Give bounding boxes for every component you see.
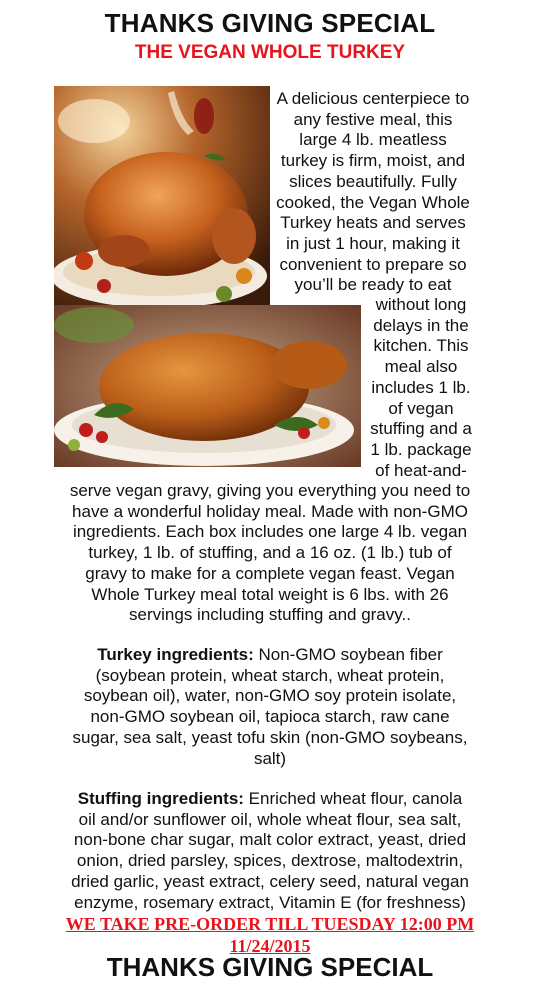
turkey-ingredients-first-line	[20, 645, 520, 666]
description-line: Turkey heats and serves	[280, 213, 466, 233]
description-line: turkey is firm, moist, and	[280, 151, 466, 171]
preorder-date: 11/24/2015	[229, 936, 311, 956]
stuffing-ingredients-label: Stuffing ingredients:	[77, 789, 244, 808]
ingredients-line: onion, dried parsley, spices, dextrose, maltodextrin,	[76, 851, 464, 871]
ingredients-line: non-GMO soybean oil, tapioca starch, raw cane	[90, 707, 450, 727]
description-line: ingredients. Each box includes one large 4 lb. vegan	[72, 522, 468, 542]
description-line: without long	[375, 295, 467, 314]
description-line: gravy to make for a complete vegan feast. Vegan	[85, 563, 455, 583]
description-line: Whole Turkey meal total weight is 6 lbs. with 26	[91, 584, 449, 604]
stuffing-ingredients-first-line	[20, 789, 520, 810]
turkey-ingredients	[20, 645, 520, 769]
description-line: cooked, the Vegan Whole	[276, 192, 470, 212]
preorder-line: WE TAKE PRE-ORDER TILL TUESDAY 12:00 PM	[65, 914, 475, 934]
description-line: have a wonderful holiday meal. Made with non-GMO	[72, 501, 468, 521]
preorder-notice	[20, 913, 520, 957]
vegan-turkey-photo	[54, 305, 361, 467]
ingredients-line: (soybean protein, wheat starch, wheat protein,	[95, 665, 445, 685]
roast-turkey-photo	[54, 86, 270, 305]
description-body	[20, 481, 520, 626]
stuffing-ingredients	[20, 789, 520, 913]
ingredients-line: soybean oil), water, non-GMO soy protein isolate,	[83, 686, 457, 706]
ingredients-line: enzyme, rosemary extract, Vitamin E (for freshness)	[74, 892, 466, 912]
description-line: of heat-and-	[375, 460, 467, 480]
description-line: you’ll be ready to eat	[294, 275, 452, 295]
description-line: slices beautifully. Fully	[289, 171, 457, 191]
ingredients-line: dried garlic, yeast extract, celery seed, natural vegan	[71, 871, 469, 891]
description-top	[270, 89, 476, 296]
ingredients-line: sugar, sea salt, yeast tofu skin (non-GMO soybeans,	[72, 727, 468, 747]
ingredients-line: non-bone char sugar, malt color extract, yeast, dried	[73, 830, 467, 850]
ingredients-line: salt)	[253, 748, 287, 768]
description-line: of vegan	[388, 398, 454, 418]
page-subtitle: THE VEGAN WHOLE TURKEY	[134, 42, 406, 63]
page-title: THANKS GIVING SPECIAL	[104, 8, 436, 38]
description-line: kitchen. This	[373, 336, 469, 356]
description-line: meal also	[384, 357, 458, 377]
description-line: A delicious centerpiece to	[276, 89, 470, 108]
description-line: any festive meal, this	[293, 109, 453, 129]
repeated-title-cutoff: THANKS GIVING SPECIAL	[106, 952, 434, 982]
turkey-ingredients-text: Non-GMO soybean fiber	[253, 645, 443, 664]
description-line: 1 lb. package	[370, 439, 472, 459]
description-line: delays in the	[373, 315, 469, 335]
description-middle	[363, 295, 479, 481]
description-line: serve vegan gravy, giving you everything you need to	[69, 481, 471, 500]
description-line: servings including stuffing and gravy..	[129, 605, 411, 625]
description-line: large 4 lb. meatless	[299, 130, 447, 150]
stuffing-ingredients-text: Enriched wheat flour, canola	[243, 789, 463, 808]
ingredients-line: oil and/or sunflower oil, whole wheat flour, sea salt,	[78, 809, 462, 829]
turkey-ingredients-label: Turkey ingredients:	[97, 645, 254, 664]
description-line: includes 1 lb.	[371, 377, 471, 397]
description-line: turkey, 1 lb. of stuffing, and a 16 oz. (1 lb.) tub of	[88, 543, 452, 563]
description-line: convenient to prepare so	[279, 254, 467, 274]
description-line: in just 1 hour, making it	[286, 233, 460, 253]
description-line: stuffing and a	[370, 419, 472, 439]
